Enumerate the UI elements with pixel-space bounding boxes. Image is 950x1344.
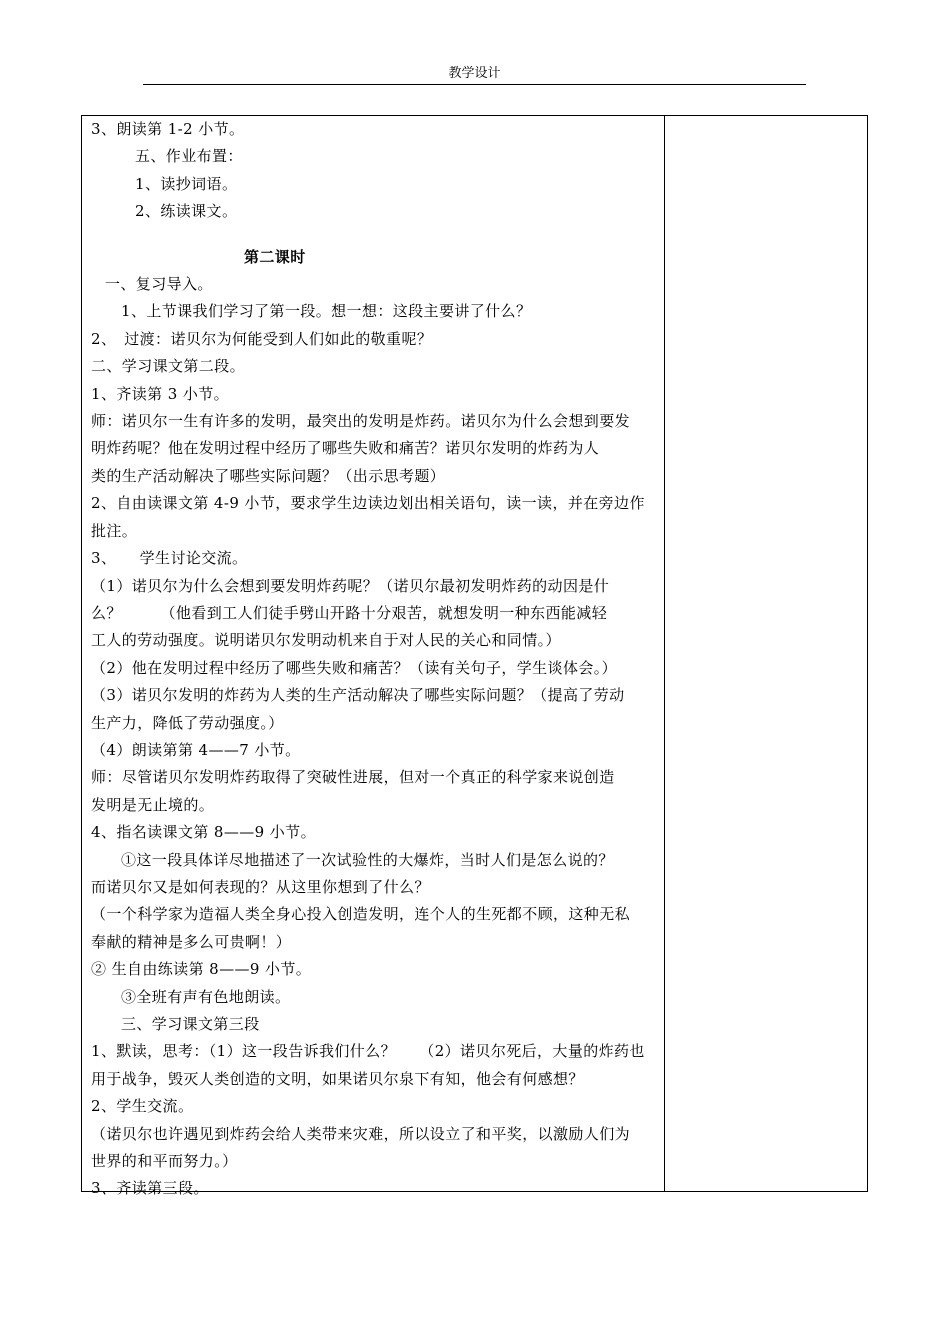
text-line: 一、复习导入。 [105,275,213,294]
text-line: 奉献的精神是多么可贵啊！） [91,932,292,951]
text-line: 4、指名读课文第 8——9 小节。 [91,823,316,842]
text-line: （3）诺贝尔发明的炸药为人类的生产活动解决了哪些实际问题？（提高了劳动 [91,686,625,705]
section-title: 第二课时 [244,247,306,266]
text-line: ② 生自由练读第 8——9 小节。 [91,960,312,979]
spacer [91,226,659,244]
page-header: 教学设计 [143,64,806,85]
text-line: 2、自由读课文第 4-9 小节，要求学生边读边划出相关语句，读一读，并在旁边作 [91,494,645,513]
text-line: 1、默读，思考：（1）这一段告诉我们什么？ （2）诺贝尔死后，大量的炸药也 [91,1042,645,1061]
text-line: 生产力，降低了劳动强度。） [91,713,284,732]
text-line: 世界的和平而努力。） [91,1152,238,1171]
text-line: ①这一段具体详尽地描述了一次试验性的大爆炸，当时人们是怎么说的？ [121,850,614,869]
text-line: 师：尽管诺贝尔发明炸药取得了突破性进展，但对一个真正的科学家来说创造 [91,768,615,787]
text-line: （一个科学家为造福人类全身心投入创造发明，连个人的生死都不顾，这种无私 [91,905,631,924]
column-divider [664,116,665,1191]
text-line: ③全班有声有色地朗读。 [121,987,291,1006]
text-line: 师：诺贝尔一生有许多的发明，最突出的发明是炸药。诺贝尔为什么会想到要发 [91,412,631,431]
text-line: 发明是无止境的。 [91,795,215,814]
text-line: 而诺贝尔又是如何表现的？从这里你想到了什么？ [91,877,430,896]
lesson-content [91,116,659,1203]
text-line: （4）朗读第第 4——7 小节。 [91,740,301,759]
text-line: 二、学习课文第二段。 [91,357,246,376]
text-line: 1、上节课我们学习了第一段。想一想：这段主要讲了什么？ [121,302,532,321]
text-line: 三、学习课文第三段 [121,1015,260,1033]
text-line: 类的生产活动解决了哪些实际问题？（出示思考题） [91,466,446,485]
text-line: 1、读抄词语。 [135,174,238,193]
text-line: 2、学生交流。 [91,1097,194,1116]
text-line: 五、作业布置： [135,147,243,166]
text-line: 1、齐读第 3 小节。 [91,384,230,403]
lesson-table [81,115,868,1198]
text-line: 3、齐读第三段。 [91,1179,209,1198]
text-line: 3、朗读第 1-2 小节。 [91,120,245,138]
text-line: 2、练读课文。 [135,202,238,221]
text-line: 批注。 [91,521,138,540]
text-line: 3、 学生讨论交流。 [91,549,248,568]
text-line: （1）诺贝尔为什么会想到要发明炸药呢？（诺贝尔最初发明炸药的动因是什 [91,576,610,595]
text-line: （诺贝尔也许遇见到炸药会给人类带来灾难，所以设立了和平奖，以激励人们为 [91,1124,631,1143]
text-line: 么？ （他看到工人们徒手劈山开路十分艰苦，就想发明一种东西能减轻 [91,603,608,622]
text-line: 明炸药呢？他在发明过程中经历了哪些失败和痛苦？诺贝尔发明的炸药为人 [91,439,600,458]
text-line: 工人的劳动强度。说明诺贝尔发明动机来自于对人民的关心和同情。） [91,631,561,650]
text-line: （2）他在发明过程中经历了哪些失败和痛苦？（读有关句子，学生谈体会。） [91,658,618,677]
text-line: 2、 过渡：诺贝尔为何能受到人们如此的敬重呢？ [91,329,433,348]
text-line: 用于战争，毁灭人类创造的文明，如果诺贝尔泉下有知，他会有何感想？ [91,1069,584,1088]
